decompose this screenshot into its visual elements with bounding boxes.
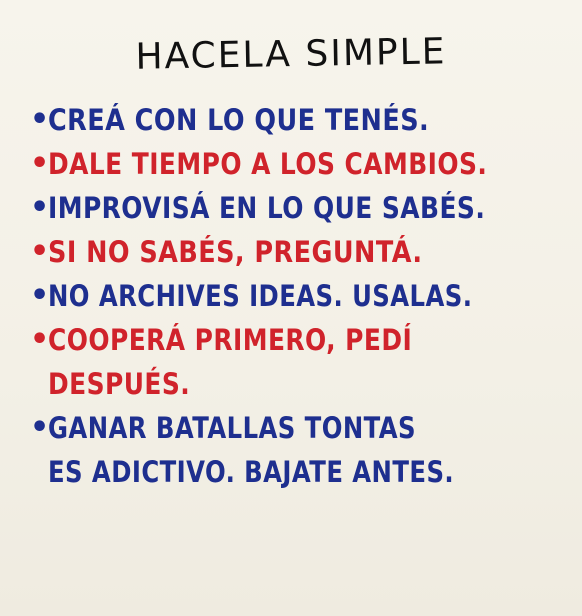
list-item-improvise <box>30 186 570 230</box>
list-item-text: CREÁ CON LO QUE TENÉS. <box>48 103 430 137</box>
list-item-time <box>30 142 570 186</box>
list-item-text-line-1: COOPERÁ PRIMERO, PEDÍ <box>48 323 413 357</box>
list-item-text: SI NO SABÉS, PREGUNTÁ. <box>48 235 423 269</box>
list-item-cooperate <box>30 318 570 406</box>
list-item-battles <box>30 406 570 494</box>
bullet-icon: • <box>30 410 50 445</box>
list-item-ask <box>30 230 570 274</box>
list-item-text: NO ARCHIVES IDEAS. USALAS. <box>48 279 473 313</box>
bullet-icon: • <box>30 102 50 137</box>
bullet-icon: • <box>30 146 50 181</box>
bullet-icon: • <box>30 322 50 357</box>
list-item-text: IMPROVISÁ EN LO QUE SABÉS. <box>48 191 486 225</box>
advice-list <box>30 98 570 494</box>
list-item-text-line-2: DESPUÉS. <box>48 367 191 401</box>
bullet-icon: • <box>30 278 50 313</box>
list-item-create <box>30 98 570 142</box>
list-item-text-line-1: GANAR BATALLAS TONTAS <box>48 411 417 445</box>
list-item-ideas <box>30 274 570 318</box>
bullet-icon: • <box>30 234 50 269</box>
list-item-text-block <box>48 406 454 494</box>
note-title: HACELA SIMPLE <box>135 31 447 78</box>
list-item-text-line-2: ES ADICTIVO. BAJATE ANTES. <box>48 455 455 489</box>
bullet-icon: • <box>30 190 50 225</box>
list-item-text: DALE TIEMPO A LOS CAMBIOS. <box>48 147 488 181</box>
list-item-text-block <box>48 318 412 406</box>
